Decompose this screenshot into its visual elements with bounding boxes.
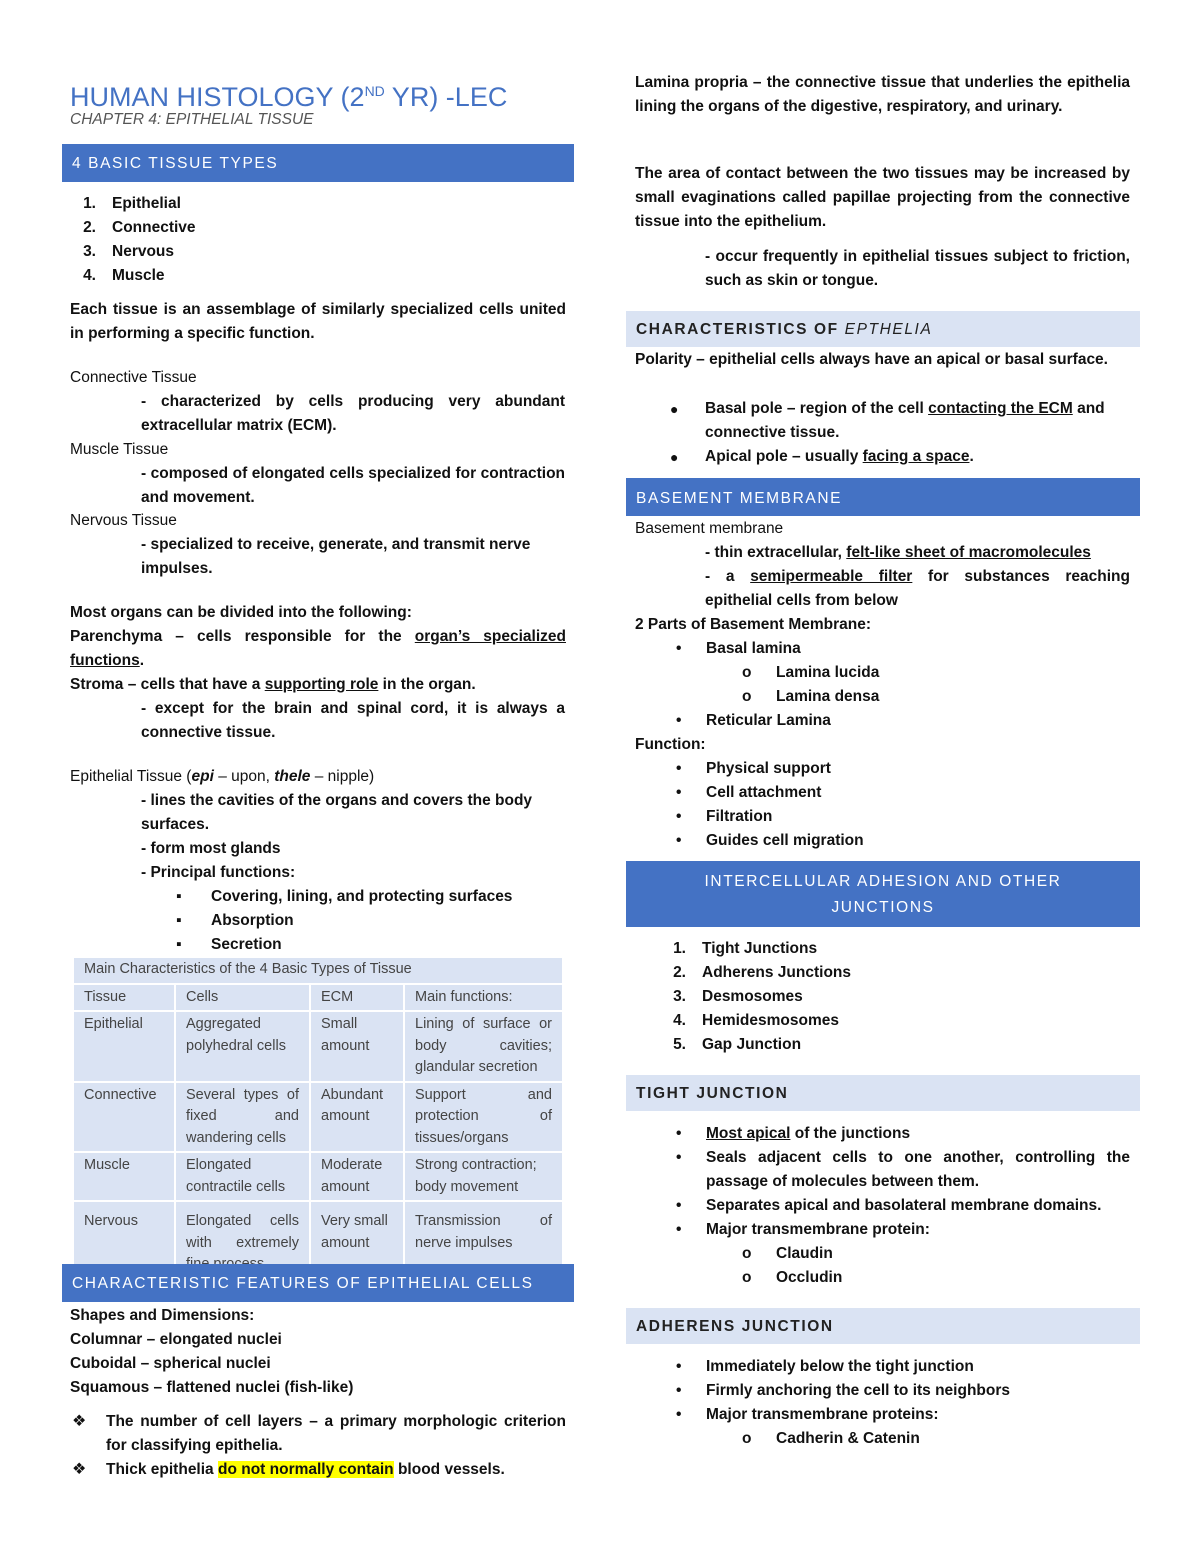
table-cell: Moderate amount <box>310 1152 404 1201</box>
list-item: 5. Gap Junction <box>673 1036 802 1053</box>
connective-label: Connective Tissue <box>70 369 197 386</box>
adherens-list <box>676 1355 1010 1427</box>
basement-membrane-label: Basement membrane <box>635 520 784 537</box>
table-cell: Elongated cells with extremely <box>175 1201 310 1279</box>
table-row <box>73 1011 563 1082</box>
title-superscript: ND <box>364 83 385 99</box>
stroma-desc: - except for the brain and spinal cord, it is always a connective tissue. <box>141 700 565 741</box>
bullet-icon: ● <box>670 401 679 417</box>
apical-pole-item <box>670 445 1130 469</box>
list-item: • Most apical of the junctions <box>676 1125 911 1142</box>
list-item: 3. Desmosomes <box>673 988 803 1005</box>
table-caption: Main Characteristics of the 4 Basic Types of Tissue <box>73 957 563 984</box>
list-item: 3. Nervous <box>83 243 175 260</box>
epithelial-desc-3: - Principal functions: <box>141 864 296 881</box>
table-row <box>73 1082 563 1153</box>
document-title: HUMAN HISTOLOGY (2ND YR) -LEC <box>70 82 508 112</box>
list-item: 2. Connective <box>83 219 196 236</box>
section-heading-basement-membrane: BASEMENT MEMBRANE <box>626 478 1140 516</box>
table-header-row <box>73 984 563 1012</box>
lamina-sub-list <box>742 661 879 709</box>
shape-cuboidal: Cuboidal – spherical nuclei <box>70 1355 271 1372</box>
table-header: Main functions: <box>404 984 563 1012</box>
papillae-text: The area of contact between the two tissues may be increased by small evaginations called papillae projecting from the connective tissue into the epithelium. <box>635 165 1130 230</box>
list-item: • Guides cell migration <box>676 832 864 849</box>
basal-pole-item <box>670 397 1130 445</box>
list-item: o Claudin <box>742 1245 833 1262</box>
table-cell: Nervous <box>73 1201 175 1279</box>
table-header: Cells <box>175 984 310 1012</box>
list-item: o Lamina densa <box>742 688 880 705</box>
table-cell: Several types of fixed and wandering cells <box>175 1082 310 1153</box>
nervous-desc: - specialized to receive, generate, and transmit nerve impulses. <box>141 536 531 577</box>
function-label: Function: <box>635 736 706 753</box>
polarity-text: Polarity – epithelial cells always have an apical or basal surface. <box>635 351 1108 368</box>
bm-parts-label: 2 Parts of Basement Membrane: <box>635 616 872 633</box>
list-item: ▪ Secretion <box>176 936 282 953</box>
basement-membrane-desc-1: - thin extracellular, felt-like sheet of macromolecules <box>705 544 1091 561</box>
section-heading-characteristics: CHARACTERISTICS OF EPTHELIA <box>626 311 1140 347</box>
list-item: • Major transmembrane protein: <box>676 1221 930 1238</box>
lamina-propria-text: Lamina propria – the connective tissue that underlies the epithelia lining the organs of the digestive, respiratory, and urinary. <box>635 74 1130 115</box>
list-item: ▪ Covering, lining, and protecting surfaces <box>176 888 513 905</box>
list-item: • Physical support <box>676 760 831 777</box>
list-item: 2. Adherens Junctions <box>673 964 851 981</box>
muscle-label: Muscle Tissue <box>70 441 169 458</box>
list-item: 1. Epithelial <box>83 195 181 212</box>
muscle-desc: - composed of elongated cells specialized for contraction and movement. <box>141 465 565 506</box>
tight-junction-list <box>676 1122 1130 1242</box>
table-row <box>73 1152 563 1201</box>
list-item: o Lamina lucida <box>742 664 880 681</box>
junctions-list <box>634 937 851 1057</box>
list-item: 4. Hemidesmosomes <box>673 1012 839 1029</box>
apical-pole-text: Apical pole – usually facing a space. <box>705 448 974 465</box>
list-item: • Major transmembrane proteins: <box>676 1406 939 1423</box>
list-item: • Basal lamina <box>676 640 801 657</box>
table-cell: Very small amount <box>310 1201 404 1279</box>
nervous-label: Nervous Tissue <box>70 512 177 529</box>
table-cell: Muscle <box>73 1152 175 1201</box>
table-cell: Abundant amount <box>310 1082 404 1153</box>
list-item: o Cadherin & Catenin <box>742 1430 920 1447</box>
papillae-desc: - occur frequently in epithelial tissues subject to friction, such as skin or tongue. <box>705 248 1130 289</box>
basic-types-list <box>62 192 574 288</box>
section-heading-basic-types: 4 BASIC TISSUE TYPES <box>62 144 574 182</box>
highlighted-text: do not normally contain <box>217 1461 394 1478</box>
parenchyma-text: Parenchyma – cells responsible for the organ’s specialized functions. <box>70 628 566 669</box>
epithelial-tissue-label: Epithelial Tissue (epi – upon, thele – nipple) <box>70 768 375 785</box>
list-item: • Separates apical and basolateral membrane domains. <box>676 1197 1102 1214</box>
stroma-text: Stroma – cells that have a supporting role in the organ. <box>70 676 476 693</box>
layers-item <box>72 1410 566 1458</box>
tight-proteins-list <box>742 1242 842 1290</box>
list-item: 4. Muscle <box>83 267 165 284</box>
list-item: 1. Tight Junctions <box>673 940 818 957</box>
chapter-subtitle: CHAPTER 4: EPITHELIAL TISSUE <box>70 111 314 128</box>
thick-epithelia-item <box>72 1458 566 1482</box>
function-list <box>676 757 864 853</box>
list-item: • Filtration <box>676 808 773 825</box>
assemblage-text: Each tissue is an assemblage of similarly specialized cells united in performing a specific function. <box>70 301 566 342</box>
table-cell: Elongated contractile cells <box>175 1152 310 1201</box>
reticular-list <box>676 709 831 733</box>
table-cell: Support and protection of tissues/organs <box>404 1082 563 1153</box>
shape-columnar: Columnar – elongated nuclei <box>70 1331 282 1348</box>
shape-squamous: Squamous – flattened nuclei (fish-like) <box>70 1379 354 1396</box>
list-item: o Occludin <box>742 1269 843 1286</box>
bm-parts-list <box>676 637 801 661</box>
principal-functions-list <box>176 885 512 957</box>
tissue-characteristics-table <box>72 956 564 1280</box>
list-item: • Immediately below the tight junction <box>676 1358 974 1375</box>
table-cell: Connective <box>73 1082 175 1153</box>
table-header: ECM <box>310 984 404 1012</box>
epithelial-desc-1: - lines the cavities of the organs and covers the body surfaces. <box>141 792 533 833</box>
shapes-label: Shapes and Dimensions: <box>70 1307 255 1324</box>
list-item: • Firmly anchoring the cell to its neighbors <box>676 1382 1011 1399</box>
table-cell: Aggregated polyhedral cells <box>175 1011 310 1082</box>
basal-pole-text: Basal pole – region of the cell contacting the ECM and connective tissue. <box>705 400 1105 441</box>
list-item: • Seals adjacent cells to one another, controlling the passage of molecules between them. <box>676 1149 1130 1190</box>
epithelial-desc-2: - form most glands <box>141 840 281 857</box>
basement-membrane-desc-2: - a semipermeable filter for substances reaching epithelial cells from below <box>705 568 1130 609</box>
table-cell: Transmission of nerve impulses <box>404 1201 563 1279</box>
thick-epithelia-text: Thick epithelia do not normally contain blood vessels. <box>106 1461 505 1478</box>
section-heading-adhesion: INTERCELLULAR ADHESION AND OTHER JUNCTIONS <box>626 861 1140 927</box>
table-cell: Lining of surface or body cavities; glandular secretion <box>404 1011 563 1082</box>
section-heading-tight-junction: TIGHT JUNCTION <box>626 1075 1140 1111</box>
organs-intro: Most organs can be divided into the following: <box>70 604 412 621</box>
list-item: ▪ Absorption <box>176 912 294 929</box>
section-heading-features: CHARACTERISTIC FEATURES OF EPITHELIAL CELLS <box>62 1264 574 1302</box>
table-cell: Strong contraction; body movement <box>404 1152 563 1201</box>
diamond-bullet-icon: ❖ <box>72 1413 87 1430</box>
connective-desc: - characterized by cells producing very abundant extracellular matrix (ECM). <box>141 393 565 434</box>
adherens-proteins-list <box>742 1427 920 1451</box>
table-cell: Epithelial <box>73 1011 175 1082</box>
table-header: Tissue <box>73 984 175 1012</box>
table-cell: Small amount <box>310 1011 404 1082</box>
bullet-icon: ● <box>670 449 679 465</box>
section-heading-adherens-junction: ADHERENS JUNCTION <box>626 1308 1140 1344</box>
layers-text: The number of cell layers – a primary morphologic criterion for classifying epithelia. <box>106 1413 566 1454</box>
diamond-bullet-icon: ❖ <box>72 1461 87 1478</box>
list-item: • Cell attachment <box>676 784 822 801</box>
list-item: • Reticular Lamina <box>676 712 831 729</box>
